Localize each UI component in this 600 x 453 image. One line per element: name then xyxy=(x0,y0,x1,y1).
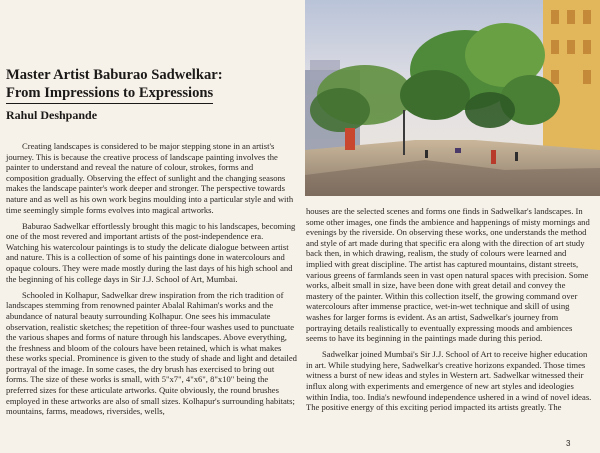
title-line-2: From Impressions to Expressions xyxy=(6,84,213,104)
left-column xyxy=(6,141,297,422)
paragraph: Creating landscapes is considered to be major stepping stone in an artist's journey. This is because the creative process of landscape painting involves the painter to understand and reveal the nature of colour, strokes, forms and composition gradually. Observing the effect of sunlight and the changing seasons makes the landscape painter's work deeper and stronger. The perspective towards nature and as well as his own work begins moulding into a particular style and with time seemingly simple forms evolves into magical artworks. xyxy=(6,141,294,215)
author-byline: Rahul Deshpande xyxy=(6,108,98,122)
right-column xyxy=(306,206,593,418)
paragraph: houses are the selected scenes and forms one finds in Sadwelkar's landscapes. In some other images, one finds the ambience and happenings of misty mornings and evenings by the riverside. On observing these works, one understands the method and style of art made during that specific era along with the direction of art study back then, in which drawing, realism, the study of colours were learned and implied with great discipline. The artist has captured mountains, distant streets, various greens of farmlands seen in vast open natural spaces with precision. Some works, albeit small in size, have been done with great detail and convey the mastery of the painter. Within this collection itself, the growing command over watercolours after immense practice, wet-in-wet technique and skill of using washes for larger forms is evident. As an artist, Sadwelkar's journey from portraying details realistically to eventually expressing moods and ambiences seems to have its beginning in the paintings made during this period. xyxy=(306,206,590,344)
paragraph: Baburao Sadwelkar effortlessly brought this magic to his landscapes, becoming one of the most revered and important artists of the post-independence era. Watching his watercolour paintings is to study the delicate dialogue between artist and nature. This is a collection of some of his paintings done in watercolours and opaque colours. They were made mostly during the last days of his high school and the beginning of his college days in Sir J.J. School of Art, Mumbai. xyxy=(6,220,296,284)
lamp-post xyxy=(403,110,405,155)
page-number: 3 xyxy=(566,439,571,448)
paragraph: Sadwelkar joined Mumbai's Sir J.J. School of Art to receive higher education in art. While studying here, Sadwelkar's creative horizons expanded. Those times witness a burst of new ideas and styles in Western art. Sadwelkar witnessed their influx along with experiments and emergence of new art styles and ideologies within India, too. India's newfound independence ushered in a wind of novel ideas. The positive energy of this exciting period impacted its artists greatly. The xyxy=(306,349,592,413)
red-figure xyxy=(345,128,355,150)
watercolour-street-painting xyxy=(305,0,600,196)
title-line-1: Master Artist Baburao Sadwelkar: xyxy=(6,67,223,83)
paragraph: Schooled in Kolhapur, Sadwelkar drew inspiration from the rich tradition of landscapes stemming from renowned painter Abalal Rahiman's works and the abundance of natural beauty surrounding Kolhapur. One sees his immaculate observation, realistic sketches; the repetition of three-four washes used to punctuate the various shapes and forms of nature through his landscapes. Above everything, the freshness and bloom of the colours have been retained, which is what makes these works special. Prominence is given to the study of shade and light and detailed portrayal of the image. In some cases, the dry brush has exercised to bring out forms. The size of these works is small, with 5"x7", 4"x6", 8"x10" being the preferred sizes for these articulate artworks. Quite obviously, the round brushes employed in these artworks are also of small sizes. Kolhapur's surrounding habitats; mountains, farms, meadows, riversides, wells, xyxy=(6,289,297,417)
article-title xyxy=(6,66,296,104)
